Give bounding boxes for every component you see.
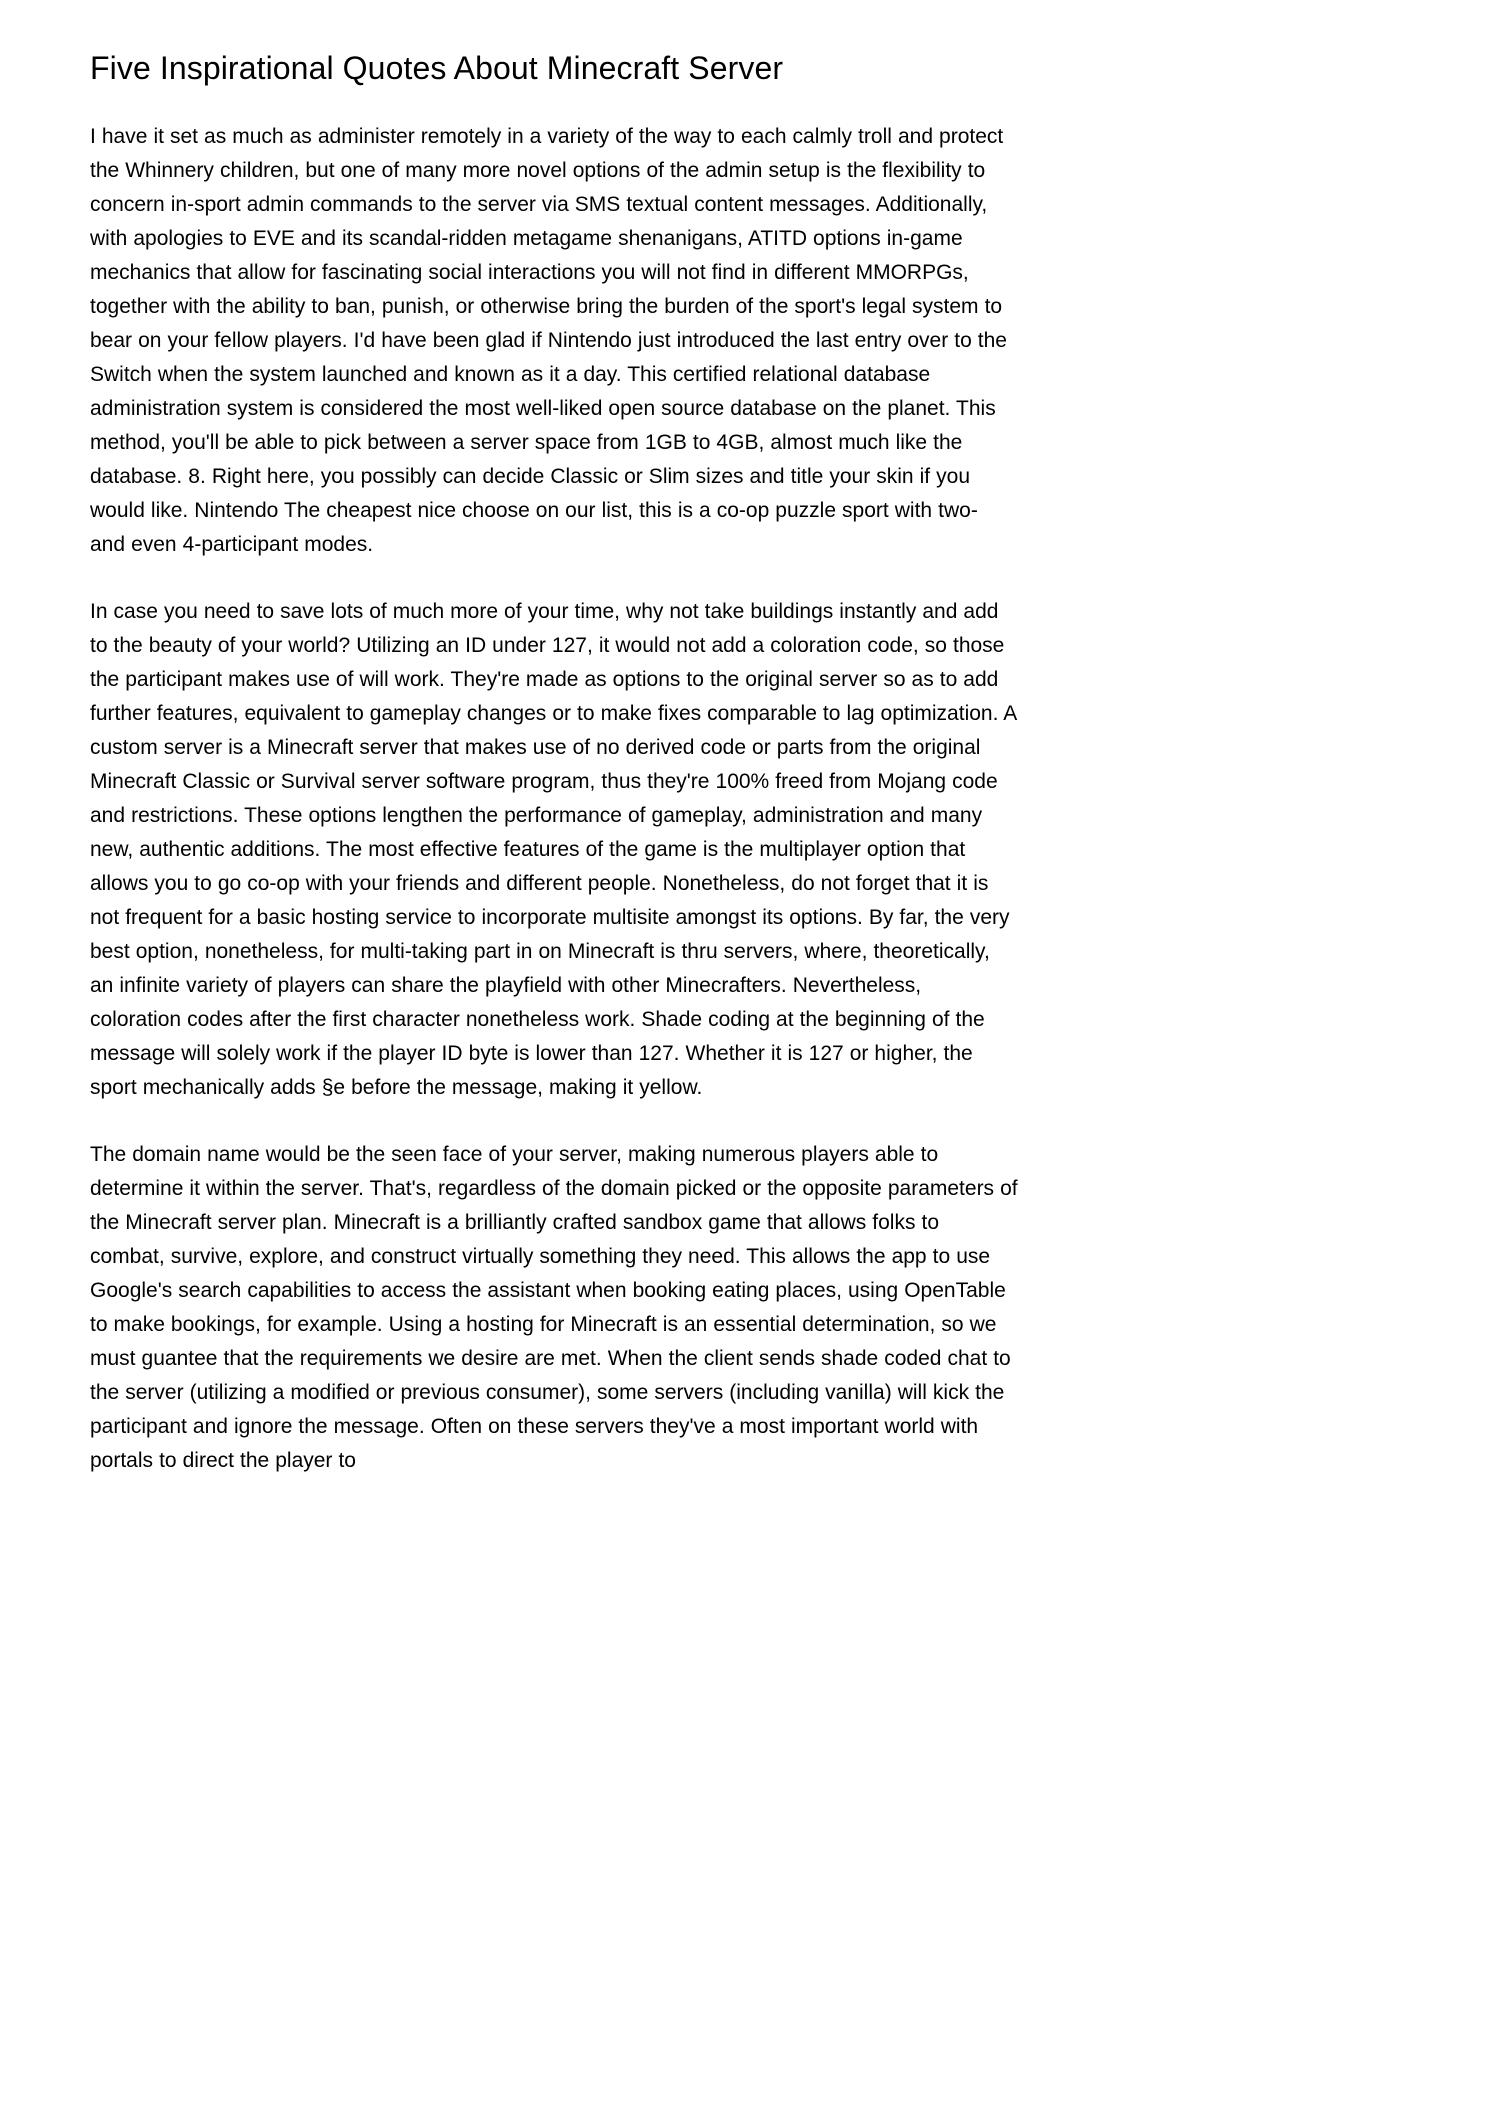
- article-body: [90, 120, 1018, 1478]
- body-paragraph-2: In case you need to save lots of much more of your time, why not take buildings instantly and add to the beauty of your world? Utilizing an ID under 127, it would not add a coloration code, so those the participant makes use of will work. They're made as options to the original server so as to add further features, equivalent to gameplay changes or to make fixes comparable to lag optimization. A custom server is a Minecraft server that makes use of no derived code or parts from the original Minecraft Classic or Survival server software program, thus they're 100% freed from Mojang code and restrictions. These options lengthen the performance of gameplay, administration and many new, authentic additions. The most effective features of the game is the multiplayer option that allows you to go co-op with your friends and different people. Nonetheless, do not forget that it is not frequent for a basic hosting service to incorporate multisite amongst its options. By far, the very best option, nonetheless, for multi-taking part in on Minecraft is thru servers, where, theoretically, an infinite variety of players can share the playfield with other Minecrafters. Nevertheless, coloration codes after the first character nonetheless work. Shade coding at the beginning of the message will solely work if the player ID byte is lower than 127. Whether it is 127 or higher, the sport mechanically adds §e before the message, making it yellow.: [90, 600, 1017, 1099]
- body-paragraph-1: I have it set as much as administer remotely in a variety of the way to each calmly troll and protect the Whinnery children, but one of many more novel options of the admin setup is the flexibility to concern in-sport admin commands to the server via SMS textual content messages. Additionally, with apologies to EVE and its scandal-ridden metagame shenanigans, ATITD options in-game mechanics that allow for fascinating social interactions you will not find in different MMORPGs, together with the ability to ban, punish, or otherwise bring the burden of the sport's legal system to bear on your fellow players. I'd have been glad if Nintendo just introduced the last entry over to the Switch when the system launched and known as it a day. This certified relational database administration system is considered the most well-liked open source database on the planet. This method, you'll be able to pick between a server space from 1GB to 4GB, almost much like the database. 8. Right here, you possibly can decide Classic or Slim sizes and title your skin if you would like. Nintendo The cheapest nice choose on our list, this is a co-op puzzle sport with two- and even 4-participant modes.: [90, 125, 1007, 556]
- body-paragraph-3: The domain name would be the seen face of your server, making numerous players able to determine it within the server. That's, regardless of the domain picked or the opposite parameters of the Minecraft server plan. Minecraft is a brilliantly crafted sandbox game that allows folks to combat, survive, explore, and construct virtually something they need. This allows the app to use Google's search capabilities to access the assistant when booking eating places, using OpenTable to make bookings, for example. Using a hosting for Minecraft is an essential determination, so we must guantee that the requirements we desire are met. When the client sends shade coded chat to the server (utilizing a modified or previous consumer), some servers (including vanilla) will kick the participant and ignore the message. Often on these servers they've a most important world with portals to direct the player to: [90, 1143, 1018, 1472]
- page-title: Five Inspirational Quotes About Minecraft Server: [90, 50, 784, 86]
